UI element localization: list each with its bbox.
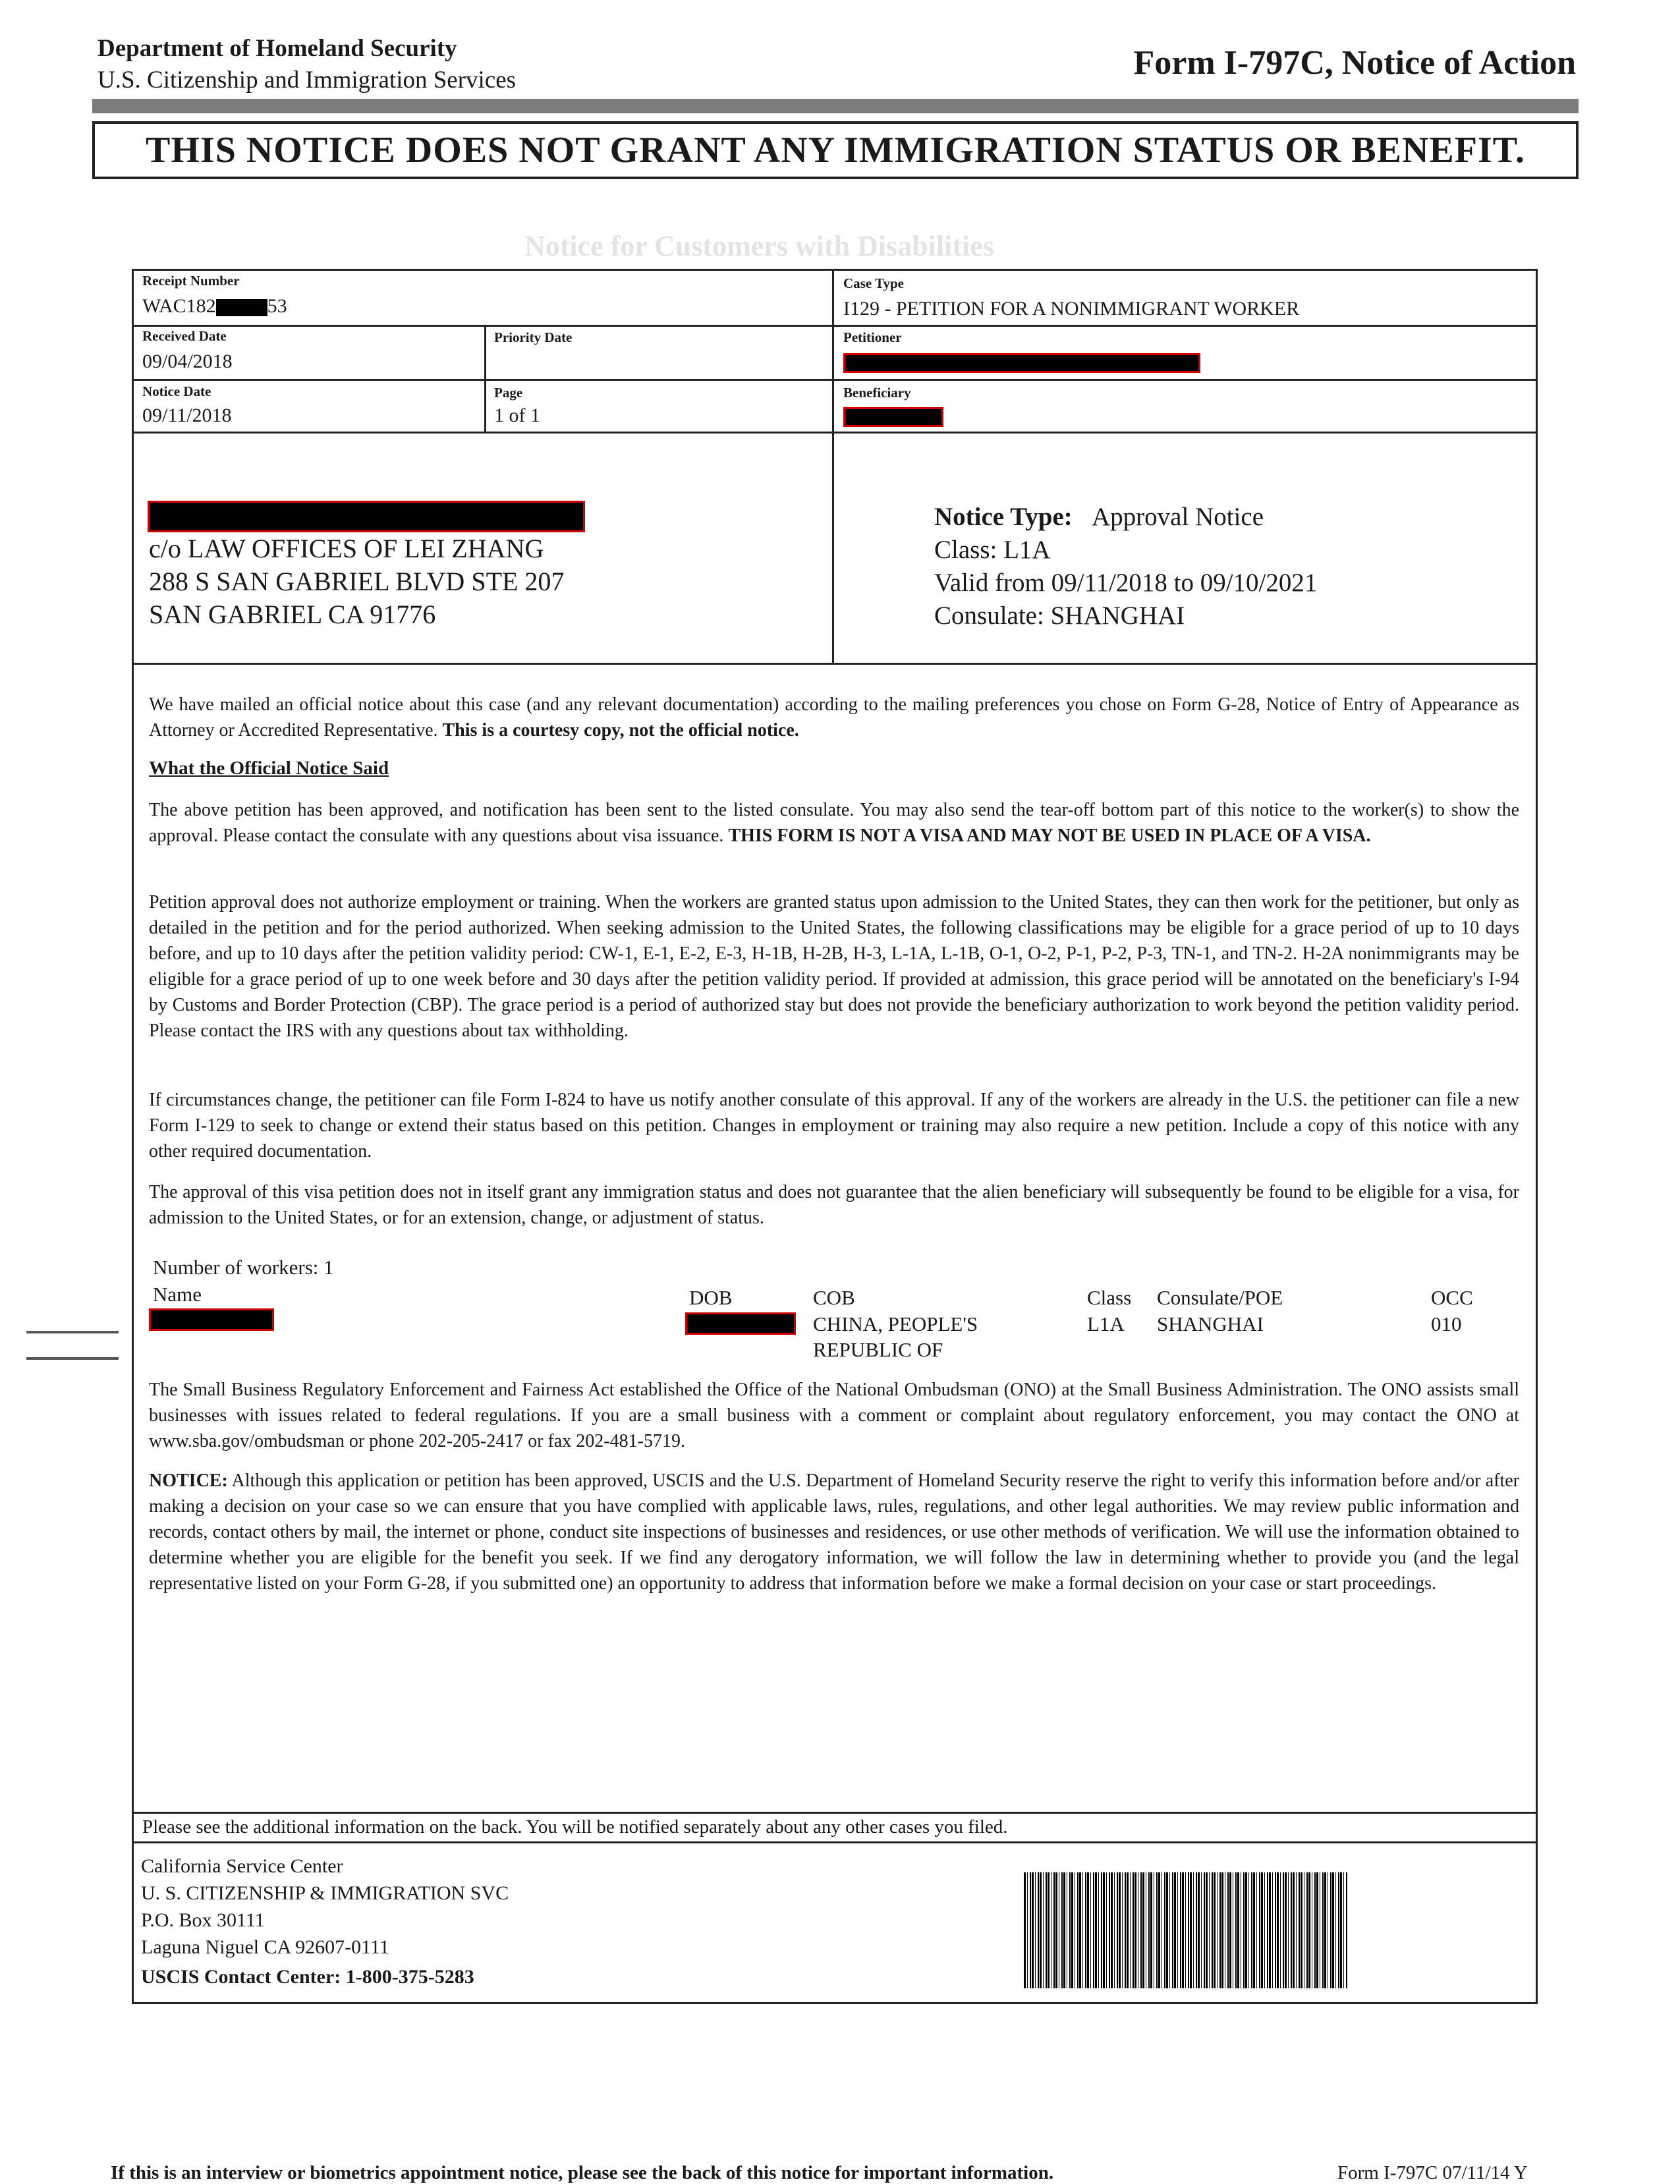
receipt-number-prefix: WAC182: [142, 295, 216, 317]
mailing-address: [149, 532, 564, 631]
addressee-redaction: [148, 501, 585, 532]
address-line: c/o LAW OFFICES OF LEI ZHANG: [149, 534, 544, 563]
worker-dob-redaction: [685, 1312, 796, 1335]
service-center-line: California Service Center: [141, 1855, 343, 1877]
column-header-class: Class: [1087, 1286, 1132, 1309]
grid-line: [132, 1841, 1538, 1843]
address-line: 288 S SAN GABRIEL BLVD STE 207: [149, 567, 565, 596]
worker-name-redaction: [149, 1308, 274, 1331]
notice-date-label: Notice Date: [142, 383, 211, 399]
intro-paragraph: [149, 692, 1519, 743]
service-center-line: U. S. CITIZENSHIP & IMMIGRATION SVC: [141, 1882, 509, 1904]
grid-line: [132, 663, 1538, 665]
beneficiary-redaction: [843, 407, 943, 427]
worker-cob: [813, 1311, 978, 1362]
case-type: I129 - PETITION FOR A NONIMMIGRANT WORKER: [843, 298, 1300, 320]
grid-line: [132, 1812, 1538, 1814]
priority-date-label: Priority Date: [494, 329, 573, 345]
service-center-address: [141, 1853, 509, 1990]
page-label: Page: [494, 385, 523, 401]
footer-notice: If this is an interview or biometrics appointment notice, please see the back of this notice for important information.: [111, 2162, 1054, 2183]
notice-label: NOTICE:: [149, 1470, 228, 1491]
petitioner-label: Petitioner: [843, 329, 902, 345]
received-date: 09/04/2018: [142, 350, 233, 372]
grid-line: [132, 379, 1538, 381]
receipt-number-suffix: 53: [267, 295, 287, 317]
scan-mark: [26, 1331, 119, 1333]
intro-text: We have mailed an official notice about this case (and any relevant documentation) according to the mailing preferences you chose on Form G-28, Notice of Entry of Appearance as Attorney or Accredited Representative.: [149, 694, 1519, 741]
validity-period: Valid from 09/11/2018 to 09/10/2021: [934, 569, 1318, 597]
visa-class: Class: L1A: [934, 536, 1051, 564]
notice-type: Approval Notice: [1092, 503, 1264, 531]
receipt-number-label: Receipt Number: [142, 273, 240, 289]
barcode: [1024, 1872, 1348, 1988]
circumstances-paragraph: If circumstances change, the petitioner can file Form I-824 to have us notify another consulate of this approval. If any of the workers are already in the U.S. the petitioner can file a new Form I-129 to seek to change or extend their status based on this petition. Changes in employment or training may also require a new petition. Include a copy of this notice with any other required documentation.: [149, 1090, 1519, 1162]
worker-count: Number of workers: 1: [153, 1256, 334, 1279]
cob-line: REPUBLIC OF: [813, 1338, 943, 1361]
service-center-line: P.O. Box 30111: [141, 1909, 265, 1931]
scan-mark: [26, 1357, 119, 1360]
column-header-consulate: Consulate/POE: [1157, 1286, 1283, 1309]
employment-paragraph: Petition approval does not authorize employment or training. When the workers are granted status upon admission to the United States, they can then work for the petitioner, but only as detailed in the petition and for the period authorized. When seeking admission to the United States, the following classifications may be eligible for a grace period of up to 10 days before, and up to 10 days after the petition validity period: CW-1, E-1, E-2, E-3, H-1B, H-2B, H-3, L-1A, L-1B, O-1, O-2, P-1, P-2, P-3, TN-1, and TN-2. H-2A nonimmigrants may be eligible for a grace period of up to one week before and 30 days after the petition validity period. If provided at admission, this grace period will be annotated on the beneficiary's I-94 by Customs and Border Protection (CBP). The grace period is a period of authorized stay but does not provide the beneficiary authorization to work beyond the petition validity period. Please contact the IRS with any questions about tax withholding.: [149, 892, 1519, 1041]
footer-form-id: Form I-797C 07/11/14 Y: [1337, 2162, 1528, 2183]
bleed-through-heading: Notice for Customers with Disabilities: [524, 230, 994, 262]
agency-header: [98, 33, 516, 96]
column-header-dob: DOB: [689, 1286, 733, 1309]
address-line: SAN GABRIEL CA 91776: [149, 600, 436, 629]
worker-occ: 010: [1431, 1312, 1462, 1335]
column-header-name: Name: [153, 1283, 202, 1306]
approval-paragraph: [149, 797, 1519, 849]
form-title: Form I-797C, Notice of Action: [1133, 44, 1576, 82]
status-banner: THIS NOTICE DOES NOT GRANT ANY IMMIGRATION STATUS OR BENEFIT.: [92, 121, 1579, 179]
additional-info-note: Please see the additional information on the back. You will be notified separately about any other cases you filed.: [142, 1816, 1008, 1837]
column-header-occ: OCC: [1431, 1286, 1473, 1309]
consulate: Consulate: SHANGHAI: [934, 602, 1185, 630]
grid-line: [832, 269, 834, 663]
notice-type-label: Notice Type:: [934, 503, 1073, 531]
case-type-label: Case Type: [843, 275, 904, 291]
receipt-number: [142, 295, 287, 318]
worker-consulate: SHANGHAI: [1157, 1312, 1264, 1335]
section-subheading: What the Official Notice Said: [149, 758, 389, 779]
worker-class: L1A: [1087, 1312, 1125, 1335]
notice-date: 09/11/2018: [142, 405, 232, 426]
notice-type-block: [934, 501, 1317, 632]
receipt-redaction: [216, 299, 267, 316]
service-center-line: Laguna Niguel CA 92607-0111: [141, 1936, 389, 1958]
department-name: Department of Homeland Security: [98, 35, 457, 62]
grid-line: [484, 325, 486, 432]
not-a-visa-warning: THIS FORM IS NOT A VISA AND MAY NOT BE USED IN PLACE OF A VISA.: [728, 826, 1371, 846]
header-divider-bar: [92, 99, 1579, 113]
beneficiary-label: Beneficiary: [843, 385, 911, 401]
cob-line: CHINA, PEOPLE'S: [813, 1312, 978, 1335]
agency-name: U.S. Citizenship and Immigration Services: [98, 67, 517, 94]
verification-paragraph: [149, 1468, 1519, 1596]
approval-text: The above petition has been approved, and notification has been sent to the listed consulate. You may also send the tear-off bottom part of this notice to the worker(s) to show the approval. Please contact the consulate with any questions about visa issuance.: [149, 800, 1519, 846]
approval-scope-paragraph: The approval of this visa petition does not in itself grant any immigration status and does not guarantee that the alien beneficiary will subsequently be found to be eligible for a visa, for admission to the United States, or for an extension, change, or adjustment of status.: [149, 1182, 1519, 1228]
courtesy-copy-note: This is a courtesy copy, not the official notice.: [442, 720, 799, 741]
grid-line: [132, 325, 1538, 327]
contact-center: USCIS Contact Center: 1-800-375-5283: [141, 1966, 474, 1988]
grid-line: [132, 432, 1538, 434]
column-header-cob: COB: [813, 1286, 855, 1309]
petitioner-redaction: [843, 353, 1200, 373]
verification-text: Although this application or petition has been approved, USCIS and the U.S. Department of Homeland Security reserve the right to verify this information before and/or after making a decision on your case so we can ensure that you have complied with applicable laws, rules, regulations, and other legal authorities. We may review public information and records, contact others by mail, the internet or phone, conduct site inspections of businesses and residences, or use other methods of verification. We will use the information obtained to determine whether you are eligible for the benefit you seek. If we find any derogatory information, we will follow the law in determining whether to provide you (and the legal representative listed on your Form G-28, if you submitted one) an opportunity to address that information before we make a formal decision on your case or start proceedings.: [149, 1470, 1519, 1594]
ombudsman-paragraph: The Small Business Regulatory Enforcement and Fairness Act established the Office of the National Ombudsman (ONO) at the Small Business Administration. The ONO assists small businesses with issues related to federal regulations. If you are a small business with a comment or complaint about regulatory enforcement, you may contact the ONO at www.sba.gov/ombudsman or phone 202-205-2417 or fax 202-481-5719.: [149, 1380, 1519, 1451]
page-number: 1 of 1: [494, 405, 540, 426]
received-date-label: Received Date: [142, 328, 227, 344]
